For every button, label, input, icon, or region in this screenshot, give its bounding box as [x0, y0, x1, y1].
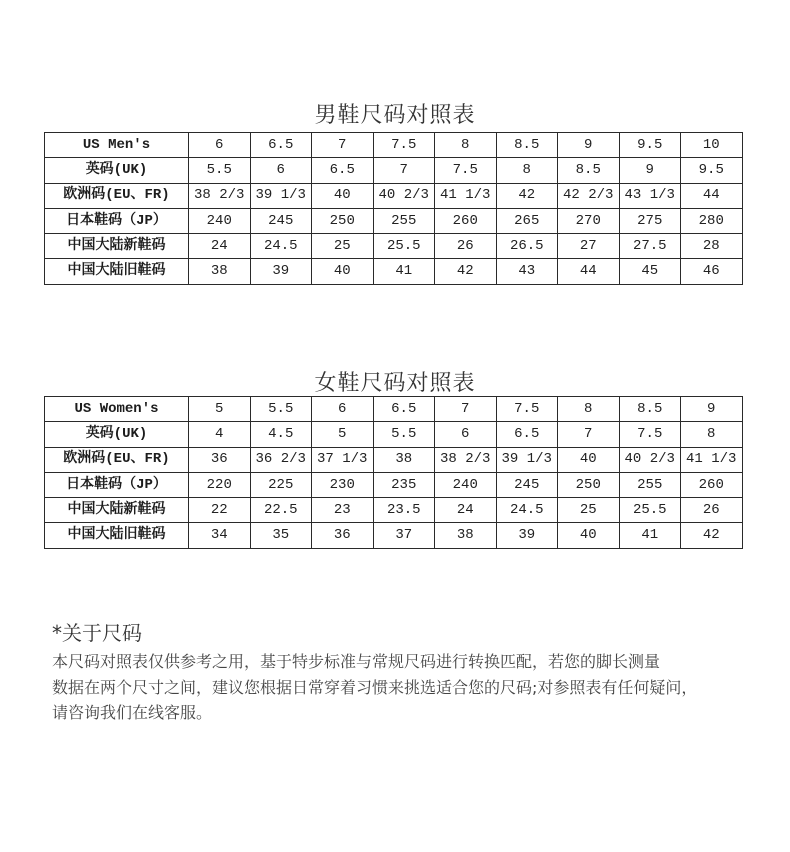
size-cell: 7.5: [373, 133, 435, 158]
size-row: [45, 498, 743, 523]
size-cell: 6: [250, 158, 312, 183]
size-cell: 7: [373, 158, 435, 183]
size-cell: 44: [681, 183, 743, 208]
size-cell: 7: [558, 422, 620, 447]
size-row: [45, 397, 743, 422]
size-cell: 245: [250, 208, 312, 233]
size-cell: 44: [558, 259, 620, 284]
size-cell: 7: [435, 397, 497, 422]
size-cell: 38: [435, 523, 497, 548]
size-cell: 6: [189, 133, 251, 158]
size-cell: 40: [312, 259, 374, 284]
row-label: 中国大陆旧鞋码: [45, 259, 189, 284]
size-cell: 26: [435, 234, 497, 259]
row-label: US Women's: [45, 397, 189, 422]
row-label: 日本鞋码（JP）: [45, 472, 189, 497]
mens-chart-title: 男鞋尺码对照表: [314, 103, 476, 129]
size-cell: 39 1/3: [250, 183, 312, 208]
size-cell: 5: [312, 422, 374, 447]
size-row: [45, 133, 743, 158]
size-cell: 6: [312, 397, 374, 422]
size-cell: 6.5: [373, 397, 435, 422]
size-cell: 40: [558, 523, 620, 548]
size-cell: 280: [681, 208, 743, 233]
size-cell: 36 2/3: [250, 447, 312, 472]
size-notes: [52, 619, 752, 726]
size-cell: 4.5: [250, 422, 312, 447]
size-cell: 24.5: [496, 498, 558, 523]
size-cell: 24: [189, 234, 251, 259]
size-cell: 22.5: [250, 498, 312, 523]
size-cell: 37 1/3: [312, 447, 374, 472]
size-cell: 7: [312, 133, 374, 158]
size-cell: 225: [250, 472, 312, 497]
row-label: 中国大陆新鞋码: [45, 498, 189, 523]
size-cell: 9: [619, 158, 681, 183]
size-cell: 7.5: [435, 158, 497, 183]
size-cell: 24: [435, 498, 497, 523]
size-cell: 39: [496, 523, 558, 548]
size-cell: 9: [681, 397, 743, 422]
size-cell: 39: [250, 259, 312, 284]
size-cell: 275: [619, 208, 681, 233]
size-cell: 240: [435, 472, 497, 497]
size-cell: 43: [496, 259, 558, 284]
size-cell: 38: [189, 259, 251, 284]
womens-size-table: [44, 396, 743, 549]
size-cell: 220: [189, 472, 251, 497]
size-cell: 5.5: [373, 422, 435, 447]
size-cell: 42: [496, 183, 558, 208]
size-cell: 27.5: [619, 234, 681, 259]
size-cell: 26: [681, 498, 743, 523]
size-cell: 235: [373, 472, 435, 497]
size-cell: 46: [681, 259, 743, 284]
size-cell: 42: [681, 523, 743, 548]
size-cell: 36: [312, 523, 374, 548]
size-cell: 6: [435, 422, 497, 447]
size-cell: 22: [189, 498, 251, 523]
size-cell: 38: [373, 447, 435, 472]
size-cell: 28: [681, 234, 743, 259]
size-cell: 10: [681, 133, 743, 158]
size-row: [45, 183, 743, 208]
size-cell: 42 2/3: [558, 183, 620, 208]
size-cell: 245: [496, 472, 558, 497]
size-cell: 230: [312, 472, 374, 497]
size-cell: 9: [558, 133, 620, 158]
size-row: [45, 234, 743, 259]
womens-chart-title: 女鞋尺码对照表: [314, 371, 476, 397]
size-row: [45, 447, 743, 472]
notes-line: 数据在两个尺寸之间，建议您根据日常穿着习惯来挑选适合您的尺码;对参照表有任何疑问，: [52, 677, 698, 697]
size-cell: 25: [558, 498, 620, 523]
size-cell: 43 1/3: [619, 183, 681, 208]
row-label: 英码(UK): [45, 158, 189, 183]
size-row: [45, 259, 743, 284]
size-row: [45, 523, 743, 548]
row-label: US Men's: [45, 133, 189, 158]
size-cell: 42: [435, 259, 497, 284]
size-cell: 27: [558, 234, 620, 259]
size-cell: 5.5: [250, 397, 312, 422]
size-cell: 40 2/3: [619, 447, 681, 472]
size-cell: 8.5: [496, 133, 558, 158]
size-cell: 40: [312, 183, 374, 208]
size-cell: 255: [619, 472, 681, 497]
row-label: 中国大陆新鞋码: [45, 234, 189, 259]
size-cell: 260: [681, 472, 743, 497]
size-cell: 6.5: [312, 158, 374, 183]
size-cell: 41: [619, 523, 681, 548]
size-cell: 8: [435, 133, 497, 158]
mens-size-table: [44, 132, 743, 285]
size-cell: 8: [496, 158, 558, 183]
size-row: [45, 422, 743, 447]
size-cell: 250: [558, 472, 620, 497]
size-row: [45, 208, 743, 233]
size-cell: 39 1/3: [496, 447, 558, 472]
size-cell: 34: [189, 523, 251, 548]
size-cell: 38 2/3: [435, 447, 497, 472]
size-cell: 23.5: [373, 498, 435, 523]
size-cell: 5.5: [189, 158, 251, 183]
size-cell: 250: [312, 208, 374, 233]
size-cell: 240: [189, 208, 251, 233]
size-cell: 26.5: [496, 234, 558, 259]
size-cell: 36: [189, 447, 251, 472]
size-cell: 9.5: [681, 158, 743, 183]
size-cell: 35: [250, 523, 312, 548]
size-cell: 8: [558, 397, 620, 422]
row-label: 中国大陆旧鞋码: [45, 523, 189, 548]
size-cell: 6.5: [496, 422, 558, 447]
size-cell: 7.5: [619, 422, 681, 447]
size-cell: 25: [312, 234, 374, 259]
size-cell: 40 2/3: [373, 183, 435, 208]
size-cell: 255: [373, 208, 435, 233]
size-cell: 8.5: [619, 397, 681, 422]
size-cell: 265: [496, 208, 558, 233]
notes-heading: *关于尺码: [52, 621, 142, 645]
row-label: 欧洲码(EU、FR): [45, 447, 189, 472]
row-label: 英码(UK): [45, 422, 189, 447]
size-cell: 6.5: [250, 133, 312, 158]
size-cell: 41 1/3: [681, 447, 743, 472]
size-cell: 5: [189, 397, 251, 422]
size-row: [45, 158, 743, 183]
size-cell: 25.5: [373, 234, 435, 259]
size-cell: 41 1/3: [435, 183, 497, 208]
size-row: [45, 472, 743, 497]
size-cell: 38 2/3: [189, 183, 251, 208]
size-cell: 40: [558, 447, 620, 472]
row-label: 日本鞋码（JP）: [45, 208, 189, 233]
size-cell: 25.5: [619, 498, 681, 523]
size-cell: 41: [373, 259, 435, 284]
size-cell: 23: [312, 498, 374, 523]
notes-line: 请咨询我们在线客服。: [52, 703, 213, 722]
size-cell: 4: [189, 422, 251, 447]
size-cell: 8: [681, 422, 743, 447]
row-label: 欧洲码(EU、FR): [45, 183, 189, 208]
size-cell: 24.5: [250, 234, 312, 259]
size-cell: 260: [435, 208, 497, 233]
size-cell: 45: [619, 259, 681, 284]
size-cell: 8.5: [558, 158, 620, 183]
size-cell: 37: [373, 523, 435, 548]
notes-line: 本尺码对照表仅供参考之用，基于特步标准与常规尺码进行转换匹配，若您的脚长测量: [52, 652, 661, 671]
size-cell: 9.5: [619, 133, 681, 158]
size-cell: 270: [558, 208, 620, 233]
size-cell: 7.5: [496, 397, 558, 422]
